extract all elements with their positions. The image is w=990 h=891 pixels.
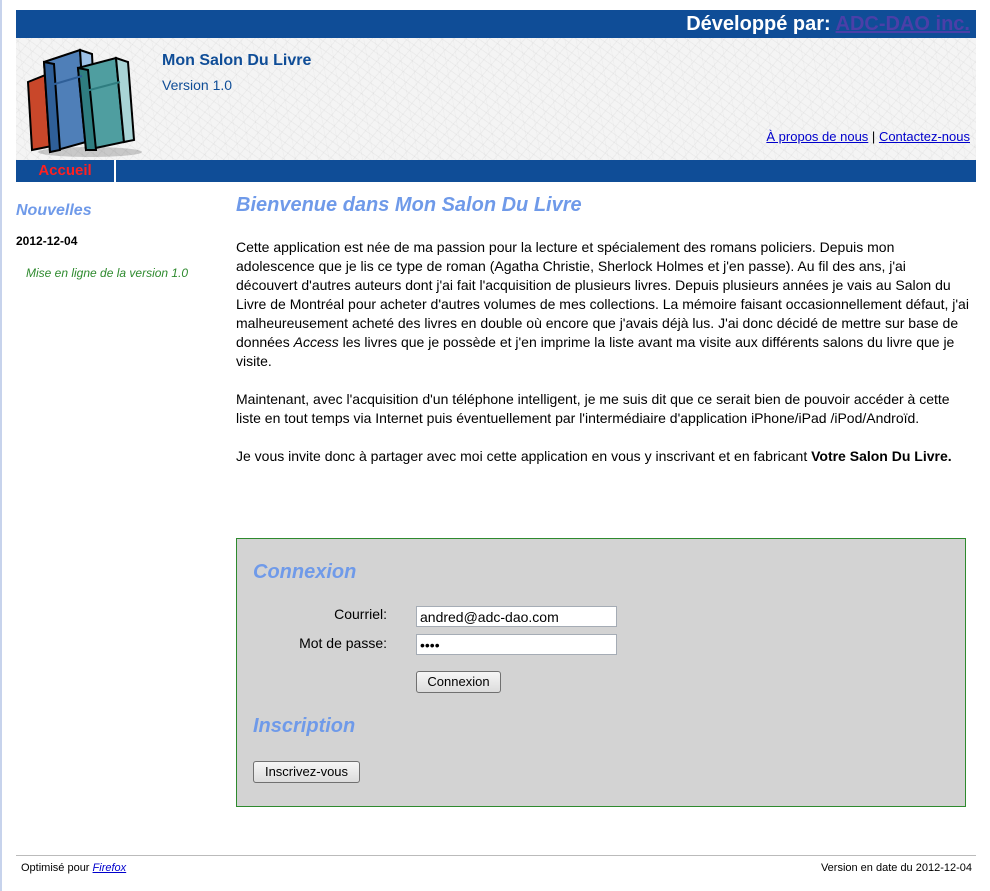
company-link[interactable]: ADC-DAO inc. — [835, 13, 970, 35]
contact-link[interactable]: Contactez-nous — [878, 129, 970, 144]
intro-paragraph — [236, 238, 971, 371]
email-label: Courriel: — [334, 606, 387, 622]
app-title: Mon Salon Du Livre — [162, 52, 312, 69]
intro-text-b: les livres que je possède et j'en imprime la liste avant ma visite aux différents salons du livre que je visite. — [236, 334, 955, 369]
top-bar — [16, 10, 976, 38]
invite-text: Je vous invite donc à partager avec moi cette application en vous y inscrivant et en fabricant — [236, 448, 812, 464]
news-title: Nouvelles — [16, 202, 92, 219]
smartphone-paragraph: Maintenant, avec l'acquisition d'un téléphone intelligent, je me suis dit que ce serait bien de pouvoir accéder à cette liste en tout temps via Internet puis éventuellement par l'intermédiaire d'application iPhone/iPad /iPod/Androïd. — [236, 391, 950, 426]
books-logo-icon — [20, 42, 150, 158]
page-header — [16, 10, 976, 182]
news-date: 2012-12-04 — [16, 234, 78, 248]
optimized-label: Optimisé pour — [21, 862, 90, 874]
footer — [16, 855, 976, 874]
footer-optimized — [21, 862, 126, 874]
intro-text-a: Cette application est née de ma passion pour la lecture et spécialement des romans policiers. Depuis mon adolescence que je lis ce type de roman (Agatha Christie, Sherlock Holmes et j'en passe). Au fil des ans, j'ai découvert d'autres auteurs dont j'ai fait l'acquisition de plusieurs livres. Depuis plusieurs années je vais au Salon du Livre de Montréal pour acheter d'autres volumes de mes collections. La mémoire faisant occasionnellement défaut, j'ai malheureusement acheté des livres en double où encore que j'avais déjà lus. J'ai donc décidé de mettre sur base de données — [236, 239, 969, 350]
password-field[interactable] — [416, 634, 617, 655]
footer-version-date: Version en date du 2012-12-04 — [820, 862, 972, 874]
developed-by-label: Développé par: — [686, 13, 831, 35]
password-label: Mot de passe: — [299, 635, 387, 651]
login-button[interactable]: Connexion — [416, 671, 501, 693]
register-button[interactable]: Inscrivez-vous — [253, 761, 360, 783]
email-field[interactable] — [416, 606, 617, 627]
intro-text-access: Access — [293, 334, 339, 350]
link-separator: | — [871, 129, 876, 144]
main-content — [236, 194, 971, 466]
about-link[interactable]: À propos de nous — [766, 129, 869, 144]
news-item: Mise en ligne de la version 1.0 — [26, 266, 189, 280]
header-links — [766, 129, 970, 144]
login-title: Connexion — [253, 561, 357, 583]
welcome-title: Bienvenue dans Mon Salon Du Livre — [236, 194, 582, 216]
left-border — [0, 0, 2, 891]
invite-strong-text: Votre Salon Du Livre. — [811, 448, 952, 464]
invite-paragraph — [236, 447, 971, 466]
firefox-link[interactable]: Firefox — [92, 862, 127, 874]
developer-credit — [686, 13, 970, 36]
news-sidebar — [16, 202, 216, 280]
login-panel — [236, 538, 966, 807]
register-title: Inscription — [253, 715, 356, 737]
app-version: Version 1.0 — [162, 77, 233, 93]
banner — [16, 38, 976, 160]
nav-bar — [16, 160, 976, 182]
nav-tab-home[interactable]: Accueil — [16, 160, 116, 182]
